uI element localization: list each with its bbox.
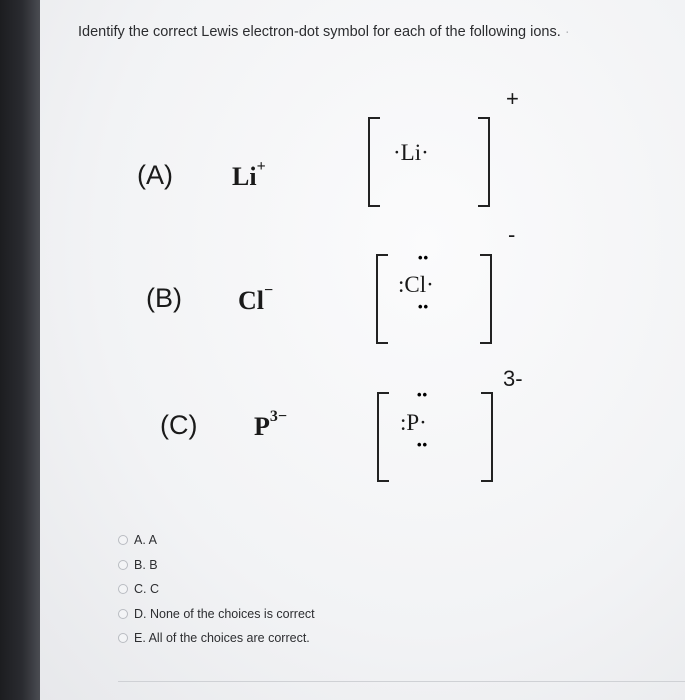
question-text: Identify the correct Lewis electron-dot symbol for each of the following ions. · <box>78 24 570 40</box>
row-c-label: (C) <box>160 410 198 440</box>
option-b[interactable] <box>118 553 315 578</box>
trailing-dot: · <box>564 24 570 40</box>
radio-button[interactable] <box>118 560 128 570</box>
row-b-ion: Cl− <box>238 282 274 315</box>
screen-edge <box>0 0 40 700</box>
row-b-lewis-symbol: :Cl· <box>398 272 434 297</box>
row-c-top-dots: •• <box>417 387 429 402</box>
row-a-lewis-symbol: ·Li· <box>393 140 429 165</box>
row-a-left-bracket <box>368 117 380 207</box>
row-c-lewis-symbol: :P· <box>400 410 427 435</box>
radio-button[interactable] <box>118 535 128 545</box>
row-b-bottom-dots: •• <box>418 299 430 314</box>
divider <box>118 681 685 682</box>
option-d[interactable] <box>118 602 315 627</box>
row-b-top-dots: •• <box>418 250 430 265</box>
option-label: A. A <box>134 533 157 548</box>
row-a-label: (A) <box>137 160 173 190</box>
option-e[interactable] <box>118 626 315 651</box>
option-c[interactable] <box>118 577 315 602</box>
row-b-left-bracket <box>376 254 388 344</box>
row-c-lewis-charge: 3- <box>503 366 523 391</box>
row-a-ion: Li+ <box>232 158 266 191</box>
row-b-label: (B) <box>146 283 182 313</box>
row-c-right-bracket <box>481 392 493 482</box>
option-label: C. C <box>134 582 159 597</box>
row-a-right-bracket <box>478 117 490 207</box>
answer-options <box>118 528 315 651</box>
radio-button[interactable] <box>118 584 128 594</box>
option-label: B. B <box>134 557 158 572</box>
row-a-lewis-charge: + <box>506 86 519 111</box>
row-b-right-bracket <box>480 254 492 344</box>
radio-button[interactable] <box>118 633 128 643</box>
option-a[interactable] <box>118 528 315 553</box>
row-c-bottom-dots: •• <box>417 437 429 452</box>
row-b-lewis-charge: - <box>508 222 516 247</box>
option-label: D. None of the choices is correct <box>134 606 315 621</box>
row-c-left-bracket <box>377 392 389 482</box>
radio-button[interactable] <box>118 609 128 619</box>
row-c-ion: $P^{3-}$ <box>254 408 288 441</box>
option-label: E. All of the choices are correct. <box>134 631 310 646</box>
